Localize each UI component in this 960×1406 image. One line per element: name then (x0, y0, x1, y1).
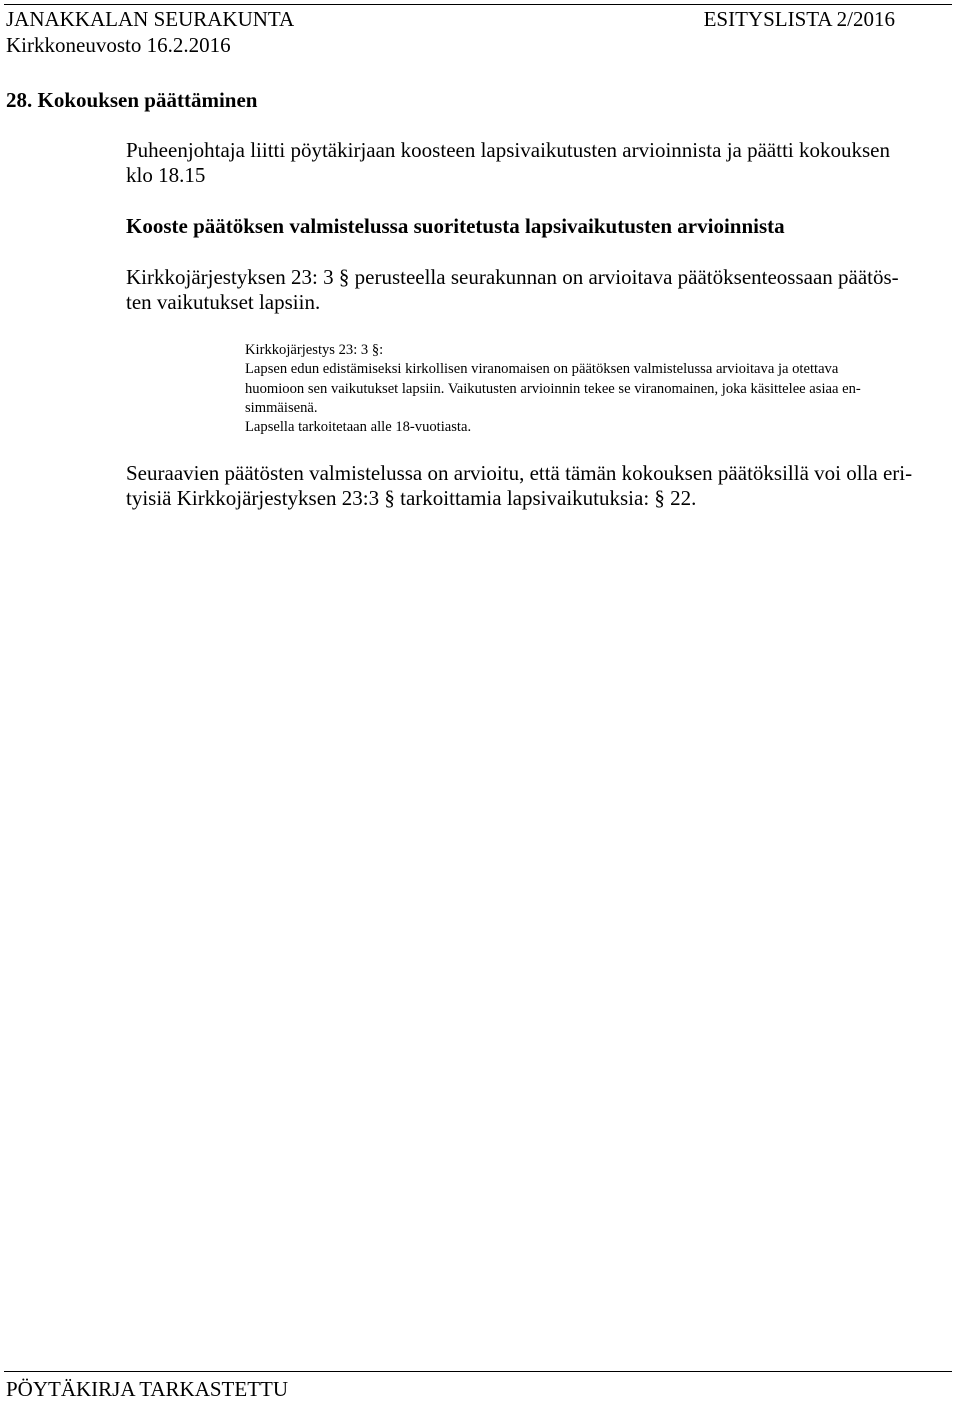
footer-rule (4, 1371, 952, 1372)
header-meeting-date: Kirkkoneuvosto 16.2.2016 (6, 33, 231, 57)
law-line: ten vaikutukset lapsiin. (126, 290, 321, 314)
footer-label: PÖYTÄKIRJA TARKASTETTU (6, 1377, 289, 1401)
quote-line: simmäisenä. (245, 399, 318, 416)
quote-line: Lapsella tarkoitetaan alle 18-vuotiasta. (245, 419, 472, 436)
law-line: Kirkkojärjestyksen 23: 3 § perusteella seurakunnan on arvioitava päätöksenteossaan päätös- (126, 265, 899, 289)
closing-paragraph (126, 138, 956, 188)
header-document-id: ESITYSLISTA 2/2016 (703, 7, 895, 31)
quote-line: Lapsen edun edistämiseksi kirkollisen viranomaisen on päätöksen valmistelussa arvioitava ja otettava (245, 361, 839, 378)
law-quote-block (245, 341, 955, 437)
assessment-line: tyisiä Kirkkojärjestyksen 23:3 § tarkoittamia lapsivaikutuksia: § 22. (126, 486, 697, 510)
header-organization: JANAKKALAN SEURAKUNTA (6, 7, 295, 31)
header-rule (4, 4, 952, 5)
law-reference-paragraph (126, 265, 956, 315)
summary-heading: Kooste päätöksen valmistelussa suoritetusta lapsivaikutusten arvioinnista (126, 214, 785, 238)
quote-line: Kirkkojärjestys 23: 3 §: (245, 342, 384, 358)
closing-line: klo 18.15 (126, 163, 206, 187)
assessment-line: Seuraavien päätösten valmistelussa on arvioitu, että tämän kokouksen päätöksillä voi olla eri- (126, 461, 913, 485)
closing-line: Puheenjohtaja liitti pöytäkirjaan koosteen lapsivaikutusten arvioinnista ja päätti kokouksen (126, 138, 890, 162)
section-title: 28. Kokouksen päättäminen (6, 88, 258, 112)
assessment-paragraph (126, 461, 956, 511)
quote-line: huomioon sen vaikutukset lapsiin. Vaikutusten arvioinnin tekee se viranomainen, joka käsittelee asiaa en- (245, 380, 861, 397)
